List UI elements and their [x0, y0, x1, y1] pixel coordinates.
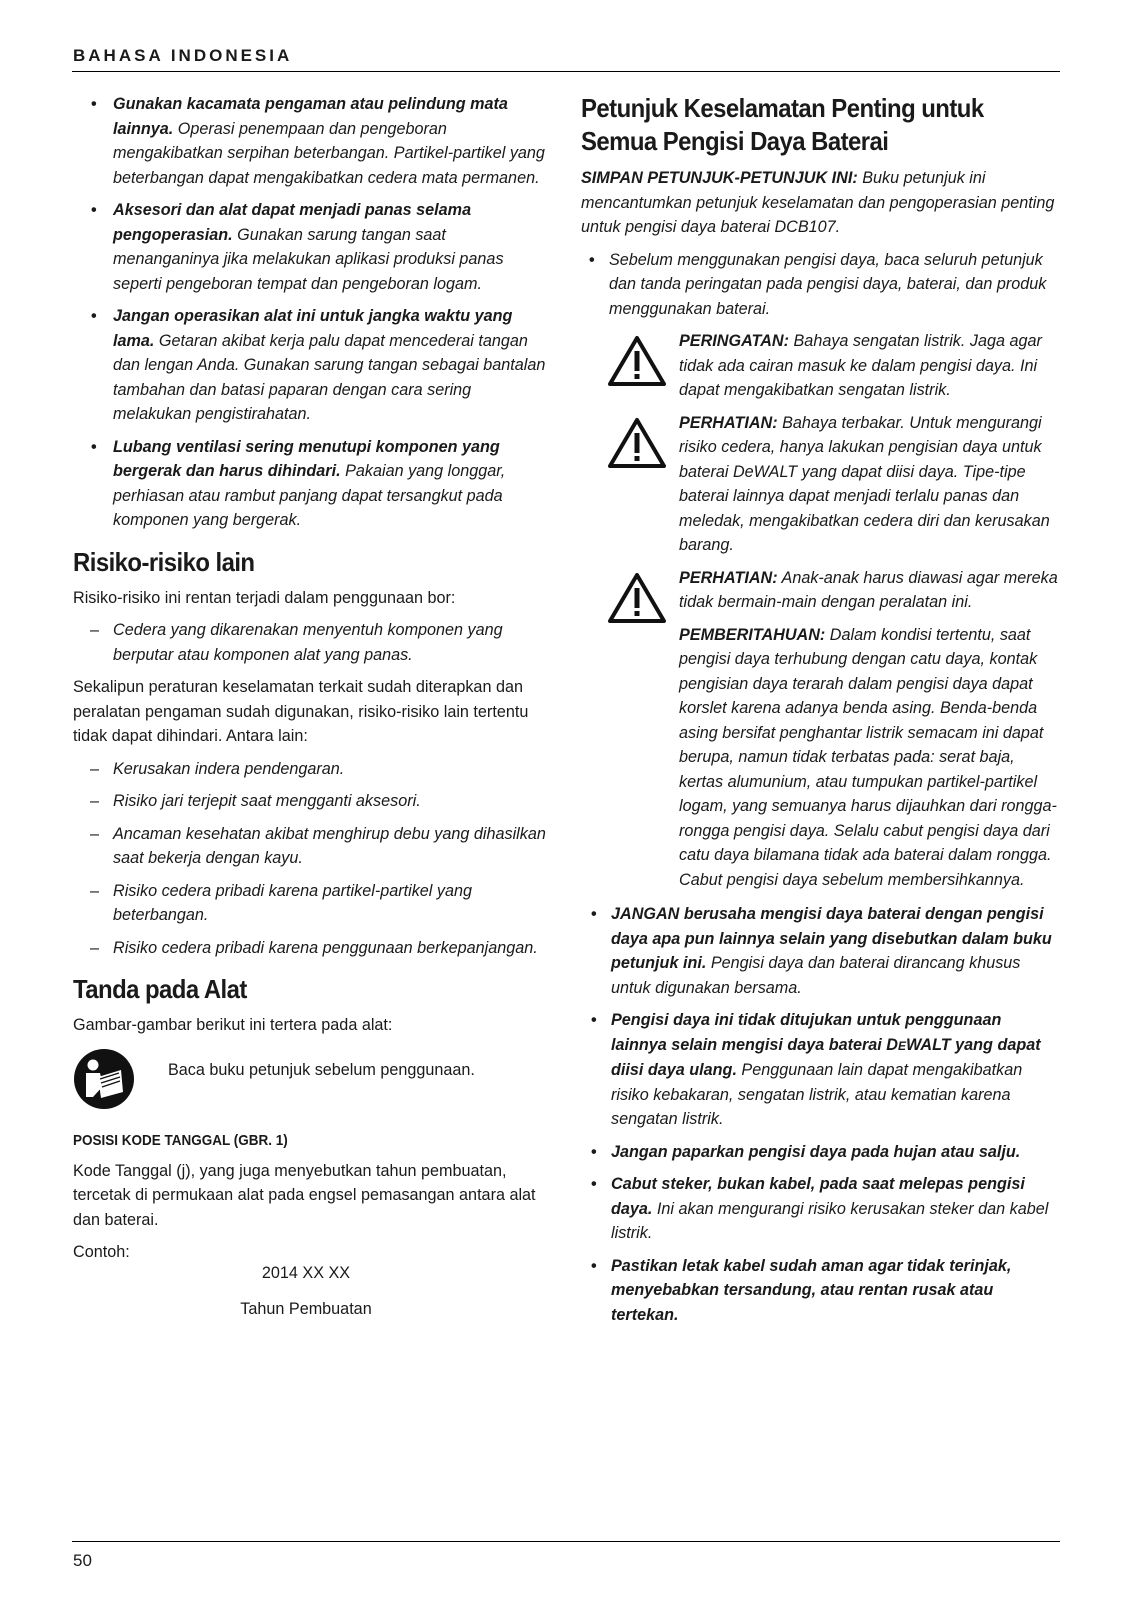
right-column [581, 92, 1061, 1335]
risk-item: – Cedera yang dikarenakan menyentuh komponen yang berputar atau komponen alat yang panas. [90, 621, 503, 664]
charger-bullet: • Sebelum menggunakan pengisi daya, baca seluruh petunjuk dan tanda peringatan pada pengisi daya, baterai, dan produk menggunakan baterai. [589, 250, 1047, 318]
section-heading-markings: Tanda pada Alat [73, 974, 247, 1004]
caution-block: PERHATIAN: Bahaya terbakar. Untuk mengurangi risiko cedera, hanya lakukan pengisian daya untuk baterai DeWALT yang dapat diisi daya. Tipe-tipe baterai lainnya dapat menjadi terlalu panas dan meledak, mengakibatkan cedera diri dan kerusakan barang. [601, 411, 1061, 558]
read-manual-icon [73, 1048, 135, 1110]
manual-symbol-row [73, 1048, 549, 1118]
markings-intro: Gambar-gambar berikut ini tertera pada alat: [73, 1016, 393, 1034]
header-divider [72, 71, 1060, 72]
example-label: Contoh: [73, 1243, 130, 1261]
risk-item: – Kerusakan indera pendengaran. [90, 759, 345, 778]
save-instructions: SIMPAN PETUNJUK-PETUNJUK INI: Buku petunjuk ini mencantumkan petunjuk keselamatan dan pengoperasian penting untuk pengisi daya baterai DCB107. [581, 169, 1055, 236]
warning-triangle-icon [607, 572, 667, 624]
safety-bullet: • Gunakan kacamata pengaman atau pelindung mata lainnya. Operasi penempaan dan pengeboran mengakibatkan serpihan beterbangan. Partikel-partikel yang beterbangan dapat mengakibatkan cedera mata permanen. [91, 95, 545, 187]
charger-bullet: • Jangan paparkan pengisi daya pada hujan atau salju. [591, 1142, 1021, 1161]
charger-bullet: • Pastikan letak kabel sudah aman agar tidak terinjak, menyebabkan tersandung, atau rentan rusak atau tertekan. [591, 1256, 1012, 1324]
notice-block: PEMBERITAHUAN: Dalam kondisi tertentu, saat pengisi daya terhubung dengan catu daya, kontak pengisian daya terarah dalam pengisi daya dapat korslet karena adanya benda asing. Benda-benda asing bersifat penghantar listrik semacam ini dapat berupa, namun tidak terbatas pada: serat baja, kertas alumunium, atau tumpukan partikel-partikel logam, yang semuanya harus dijauhkan dari rongga-rongga pengisi daya. Selalu cabut pengisi daya dari catu daya bilamana tidak ada baterai dalam rongga. Cabut pengisi daya sebelum membersihkannya. [679, 625, 1057, 889]
manual-symbol-label: Baca buku petunjuk sebelum penggunaan. [168, 1060, 475, 1079]
section-heading-risks: Risiko-risiko lain [73, 546, 255, 577]
footer-divider [72, 1541, 1060, 1542]
risk-item: – Ancaman kesehatan akibat menghirup debu yang dihasilkan saat bekerja dengan kayu. [90, 824, 546, 867]
example-code: 2014 XX XX [261, 1263, 351, 1282]
safety-bullet: • Jangan operasikan alat ini untuk jangka waktu yang lama. Getaran akibat kerja palu dapat mencederai tangan dan lengan Anda. Gunakan sarung tangan sebagai bantalan tambahan dan batasi paparan dengan cara sering melakukan pengistirahatan. [91, 307, 546, 423]
date-code-text: Kode Tanggal (j), yang juga menyebutkan tahun pembuatan, tercetak di permukaan alat pada engsel pemasangan antara alat dan baterai. [73, 1161, 536, 1229]
risk-item: – Risiko jari terjepit saat mengganti aksesori. [90, 792, 421, 810]
example-caption: Tahun Pembuatan [240, 1300, 372, 1318]
page-header-title: BAHASA INDONESIA [73, 46, 293, 65]
risk-item: – Risiko cedera pribadi karena partikel-partikel yang beterbangan. [90, 881, 473, 924]
left-column [73, 92, 549, 1322]
warning-block: PERINGATAN: Bahaya sengatan listrik. Jaga agar tidak ada cairan masuk ke dalam pengisi daya. Ini dapat mengakibatkan sengatan listrik. [601, 329, 1061, 403]
risk-item: – Risiko cedera pribadi karena penggunaan berkepanjangan. [90, 938, 538, 957]
charger-bullet: • Pengisi daya ini tidak ditujukan untuk penggunaan lainnya selain mengisi daya baterai DEWALT yang dapat diisi daya ulang. Penggunaan lain dapat mengakibatkan risiko kebakaran, sengatan listrik, atau kematian karena sengatan listrik. [591, 1011, 1041, 1128]
charger-bullet: • JANGAN berusaha mengisi daya baterai dengan pengisi daya apa pun lainnya selain yang disebutkan dalam buku petunjuk ini. Pengisi daya dan baterai dirancang khusus untuk digunakan bersama. [591, 905, 1052, 997]
warning-triangle-icon [607, 417, 667, 469]
section-heading-charger-safety: Petunjuk Keselamatan Penting untuk Semua Pengisi Daya Baterai [581, 93, 984, 156]
risks-intro: Risiko-risiko ini rentan terjadi dalam penggunaan bor: [73, 588, 456, 607]
page-number: 50 [73, 1551, 92, 1570]
caution-block: PERHATIAN: Anak-anak harus diawasi agar mereka tidak bermain-main dengan peralatan ini. [601, 566, 1061, 615]
risks-paragraph: Sekalipun peraturan keselamatan terkait sudah diterapkan dan peralatan pengaman sudah digunakan, risiko-risiko lain tertentu tidak dapat dihindari. Antara lain: [73, 678, 529, 745]
safety-bullet: • Aksesori dan alat dapat menjadi panas selama pengoperasian. Gunakan sarung tangan saat menanganinya jika melakukan aplikasi produksi panas seperti pengeboran tempat dan pengeboran logam. [91, 201, 504, 293]
date-code-heading: POSISI KODE TANGGAL (GBR. 1) [73, 1131, 288, 1149]
warning-triangle-icon [607, 335, 667, 387]
safety-bullet: • Lubang ventilasi sering menutupi komponen yang bergerak dan harus dihindari. Pakaian yang longgar, perhiasan atau rambut panjang dapat tersangkut pada komponen yang bergerak. [91, 437, 506, 529]
charger-bullet: • Cabut steker, bukan kabel, pada saat melepas pengisi daya. Ini akan mengurangi risiko kerusakan steker dan kabel listrik. [591, 1175, 1049, 1242]
